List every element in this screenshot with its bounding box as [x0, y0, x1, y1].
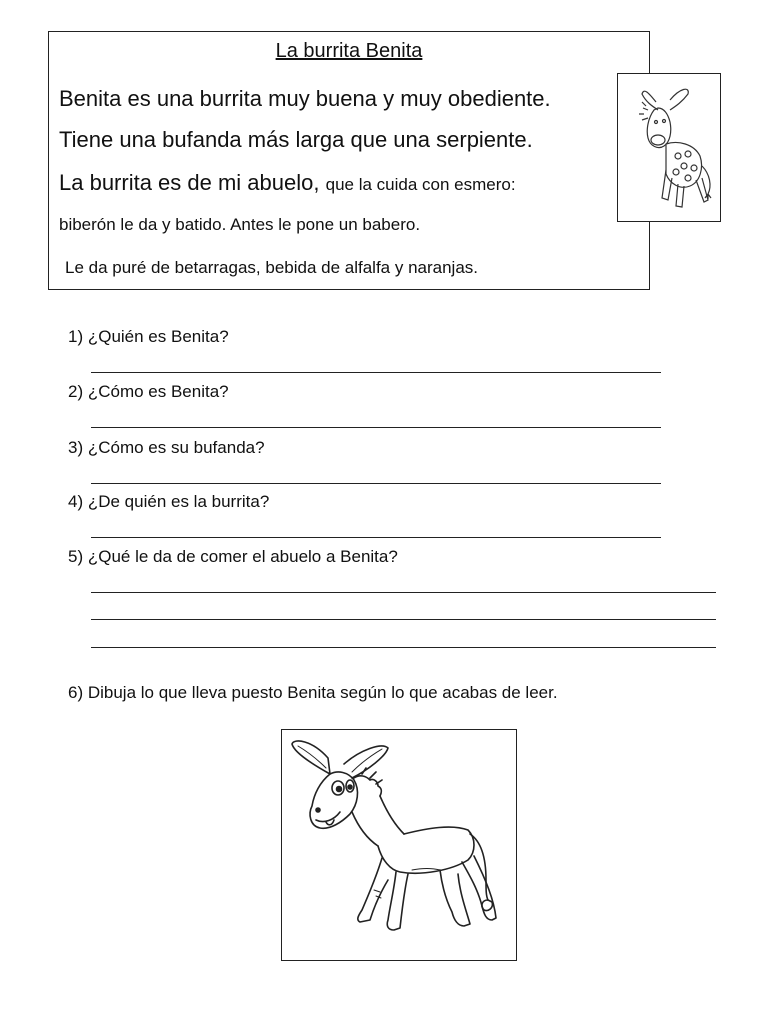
- answer-line-5c[interactable]: [91, 647, 716, 648]
- answer-line-1[interactable]: [91, 372, 661, 373]
- story-line-3: [59, 170, 516, 196]
- story-title: La burrita Benita: [275, 40, 423, 62]
- large-donkey-illustration: [281, 729, 517, 961]
- story-line-3-main: La burrita es de mi abuelo,: [59, 170, 326, 195]
- answer-line-5b[interactable]: [91, 619, 716, 620]
- donkey-drawing-icon: [282, 730, 516, 960]
- question-5: 5) ¿Qué le da de comer el abuelo a Benita?: [68, 547, 398, 566]
- story-box: [48, 31, 650, 290]
- question-2: 2) ¿Cómo es Benita?: [68, 382, 229, 401]
- answer-line-5a[interactable]: [91, 592, 716, 593]
- story-line-2: Tiene una bufanda más larga que una serpiente.: [59, 127, 533, 152]
- question-1: 1) ¿Quién es Benita?: [68, 327, 229, 346]
- question-4: 4) ¿De quién es la burrita?: [68, 492, 270, 511]
- story-line-4: biberón le da y batido. Antes le pone un babero.: [59, 215, 421, 234]
- story-line-5: Le da puré de betarragas, bebida de alfalfa y naranjas.: [65, 258, 479, 277]
- story-line-1: Benita es una burrita muy buena y muy obediente.: [59, 86, 551, 111]
- answer-line-4[interactable]: [91, 537, 661, 538]
- donkey-blanket-icon: [618, 74, 720, 221]
- question-6: 6) Dibuja lo que lleva puesto Benita según lo que acabas de leer.: [68, 683, 558, 702]
- answer-line-3[interactable]: [91, 483, 661, 484]
- answer-line-2[interactable]: [91, 427, 661, 428]
- story-line-3-small: que la cuida con esmero:: [325, 175, 516, 194]
- question-3: 3) ¿Cómo es su bufanda?: [68, 438, 265, 457]
- small-donkey-illustration: [617, 73, 721, 222]
